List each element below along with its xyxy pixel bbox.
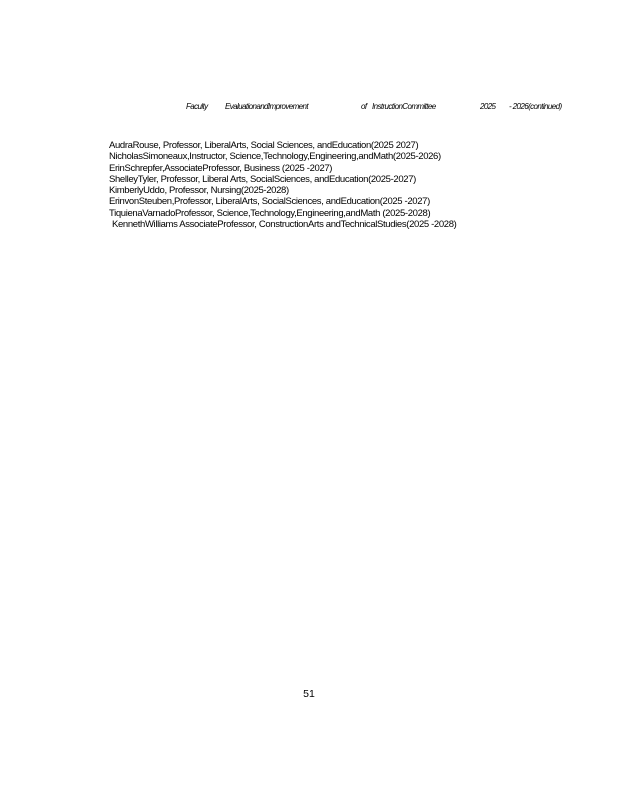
member-list-item: ShelleyTyler, Professor, Liberal Arts, SocialSciences, andEducation(2025-2027) [109,173,416,185]
committee-member-list [109,140,599,230]
heading-of: of [361,102,367,111]
committee-heading [0,102,618,114]
heading-year-start: 2025 [480,102,496,111]
member-list-item: KimberlyUddo, Professor, Nursing(2025-2028) [109,185,289,197]
member-list-item: ErinSchrepfer,AssociateProfessor, Business (2025 -2027) [109,162,333,174]
heading-faculty: Faculty [186,102,208,111]
page-number: 51 [303,688,315,700]
heading-evaluation: EvaluationandImprovement [225,102,308,111]
heading-instruction-committee: InstructionCommittee [372,102,436,111]
member-list-item: AudraRouse, Professor, LiberalArts, Social Sciences, andEducation(2025 2027) [109,140,419,151]
member-list-item: KennethWilliams AssociateProfessor, ConstructionArts andTechnicalStudies(2025 -2028) [112,219,457,231]
member-list-item: TiquienaVarnadoProfessor, Science,Technology,Engineering,andMath (2025-2028) [109,207,431,219]
member-list-item: ErinvonSteuben,Professor, LiberalArts, SocialSciences, andEducation(2025 -2027) [109,196,430,208]
heading-year-end: - 2026(continued) [509,102,562,111]
member-list-item: NicholasSimoneaux,Instructor, Science,Technology,Engineering,andMath(2025-2026) [109,151,441,163]
